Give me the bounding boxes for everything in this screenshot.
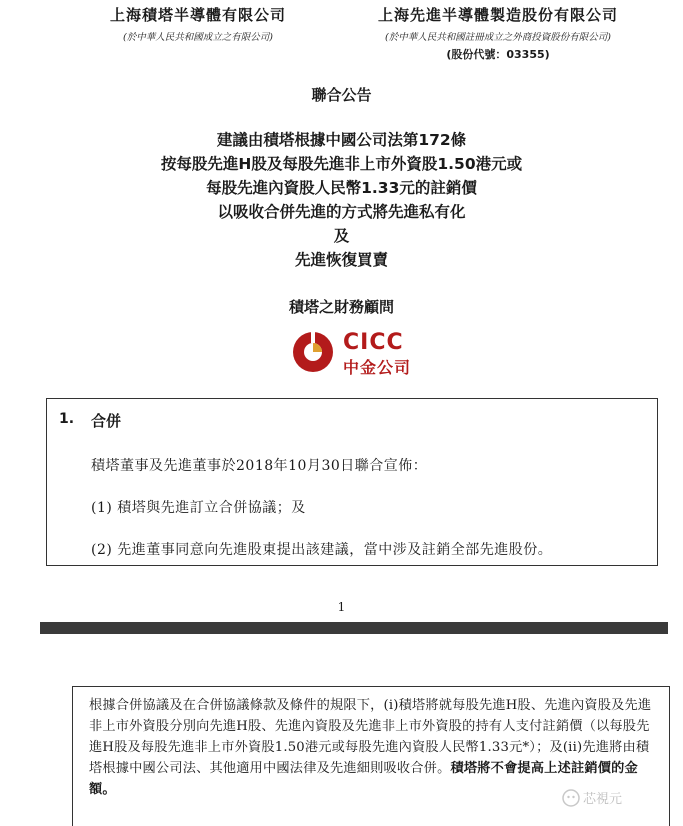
section-1-item-1: (1) 積塔與先進訂立合併協議；及 — [91, 500, 306, 516]
section-2-body — [89, 695, 661, 800]
issuer-left — [88, 4, 308, 43]
issuer-left-name: 上海積塔半導體有限公司 — [109, 6, 286, 24]
headline-line-6: 先進恢復買賣 — [294, 251, 388, 269]
headline-line-4: 以吸收合併先進的方式將先進私有化 — [217, 203, 466, 221]
headline-line-3: 每股先進內資股人民幣1.33元的註銷價 — [206, 179, 477, 197]
financial-adviser-heading: 積塔之財務顧問 — [288, 298, 394, 316]
section-1-box — [46, 398, 658, 566]
page-number: 1 — [337, 600, 346, 614]
section-1-intro: 積塔董事及先進董事於2018年10月30日聯合宣佈： — [91, 458, 428, 474]
stock-code: (股份代號：03355) — [446, 48, 550, 61]
cicc-logo-cn: 中金公司 — [343, 358, 412, 377]
section-1-number: 1. — [59, 411, 75, 427]
cicc-logo-en: CICC — [343, 330, 404, 355]
issuer-right-name: 上海先進半導體製造股份有限公司 — [377, 6, 618, 24]
headline-line-5: 及 — [333, 227, 350, 245]
wechat-icon — [562, 789, 580, 807]
section-1-item-2: (2) 先進董事同意向先進股東提出該建議，當中涉及註銷全部先進股份。 — [91, 542, 553, 558]
announcement-title: 聯合公告 — [311, 86, 372, 104]
headline — [0, 128, 683, 272]
cicc-logo-icon — [291, 330, 335, 374]
issuer-right — [348, 4, 648, 62]
watermark-text: 芯視元 — [583, 792, 623, 807]
cicc-logo — [291, 330, 431, 378]
issuer-right-incorporation: (於中華人民共和國註冊成立之外商投資股份有限公司) — [385, 32, 611, 43]
page-divider — [40, 622, 668, 634]
watermark — [562, 788, 622, 807]
issuer-left-incorporation: (於中華人民共和國成立之有限公司) — [123, 32, 273, 43]
section-2-bold-text: 積塔將不會提高上述註銷價的金額。 — [89, 761, 638, 797]
section-2-text: 根據合併協議及在合併協議條款及條件的規限下，(i)積塔將就每股先進H股、先進內資股及先進非上市外資股分別向先進H股、先進內資股及先進非上市外資股的持有人支付註銷價（以每股先進H股及每股先進非上市外資股1.50港元或每股先進內資股人民幣1.33元*）；及(ii)先進將由積塔根據中國公司法、其他適用中國法律及先進細則吸收合併。 — [89, 698, 652, 776]
section-1-title: 合併 — [91, 412, 122, 430]
headline-line-1: 建議由積塔根據中國公司法第172條 — [216, 131, 467, 149]
headline-line-2: 按每股先進H股及每股先進非上市外資股1.50港元或 — [160, 155, 523, 173]
